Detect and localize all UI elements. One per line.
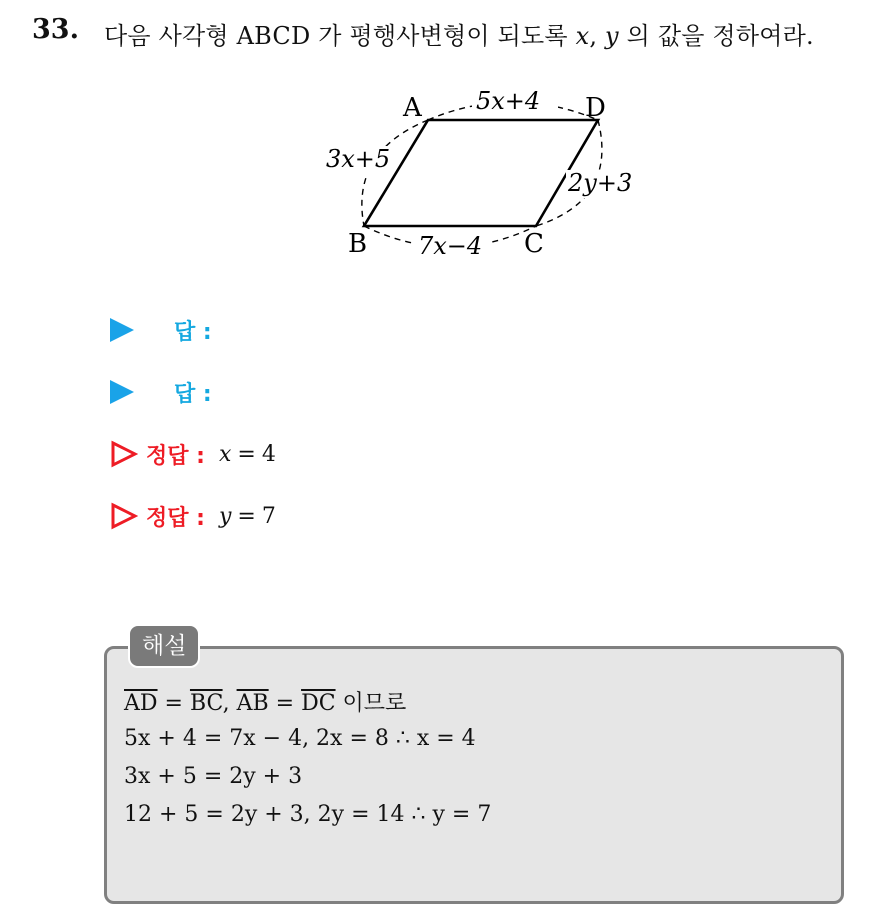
question-var-y: y <box>605 22 619 50</box>
correct-answer-label: 정답 : <box>146 443 205 469</box>
answer-label: 답 : <box>174 319 212 345</box>
segment-bc: $\overline{BC}$ <box>189 691 223 716</box>
correct-answer-var: y <box>218 503 232 529</box>
explanation-line-2: 5x + 4 = 7x − 4, 2x = 8 ∴ x = 4 <box>124 726 476 751</box>
question-text-suffix: 의 값을 정하여라. <box>626 22 814 50</box>
segment-ad: $\overline{AD}$ <box>124 691 158 716</box>
question-var-x: x <box>575 22 590 50</box>
side-ab-label: 3x+5 <box>326 145 391 173</box>
correct-answer-var: x <box>218 441 232 467</box>
equals-sign: = <box>268 691 302 716</box>
correct-answer-number: 7 <box>261 503 276 529</box>
question-number: 33. <box>32 14 79 45</box>
parallelogram-figure <box>300 82 660 272</box>
correct-answer-value <box>219 442 276 467</box>
question-comma: , <box>589 22 598 50</box>
correct-answer-number: 4 <box>261 441 276 467</box>
explanation-line-4: 12 + 5 = 2y + 3, 2y = 14 ∴ y = 7 <box>124 802 492 827</box>
vertex-d-label: D <box>585 93 606 123</box>
correct-answer-row-1 <box>110 436 276 472</box>
explanation-line-3: 3x + 5 = 2y + 3 <box>124 764 303 789</box>
play-triangle-icon <box>110 380 134 404</box>
vertex-a-label: A <box>403 93 422 123</box>
outline-triangle-icon <box>110 440 138 468</box>
correct-answer-label: 정답 : <box>146 505 205 531</box>
vertex-c-label: C <box>524 229 544 259</box>
side-bc-label: 7x−4 <box>418 232 483 260</box>
question-text <box>104 16 814 51</box>
explanation-tail: 이므로 <box>335 691 407 716</box>
segment-ab: $\overline{AB}$ <box>236 691 269 716</box>
equals-sign: = <box>157 691 190 716</box>
segment-dc: $\overline{DC}$ <box>301 691 336 716</box>
vertex-b-label: B <box>348 229 368 259</box>
explanation-tag: 해설 <box>128 624 200 668</box>
correct-answer-op: = <box>237 503 256 529</box>
answer-row-1[interactable] <box>110 312 212 348</box>
correct-answer-row-2 <box>110 498 276 534</box>
play-triangle-icon <box>110 318 134 342</box>
answer-label: 답 : <box>174 381 212 407</box>
side-ad-label: 5x+4 <box>476 87 541 115</box>
explanation-line-1 <box>124 686 406 717</box>
separator: , <box>222 691 237 716</box>
parallelogram-shape <box>364 120 598 226</box>
correct-answer-value <box>219 504 276 529</box>
correct-answer-op: = <box>237 441 256 467</box>
side-dc-label: 2y+3 <box>568 169 633 197</box>
outline-triangle-icon <box>110 502 138 530</box>
answer-row-2[interactable] <box>110 374 212 410</box>
question-text-prefix: 다음 사각형 ABCD 가 평행사변형이 되도록 <box>104 22 568 50</box>
